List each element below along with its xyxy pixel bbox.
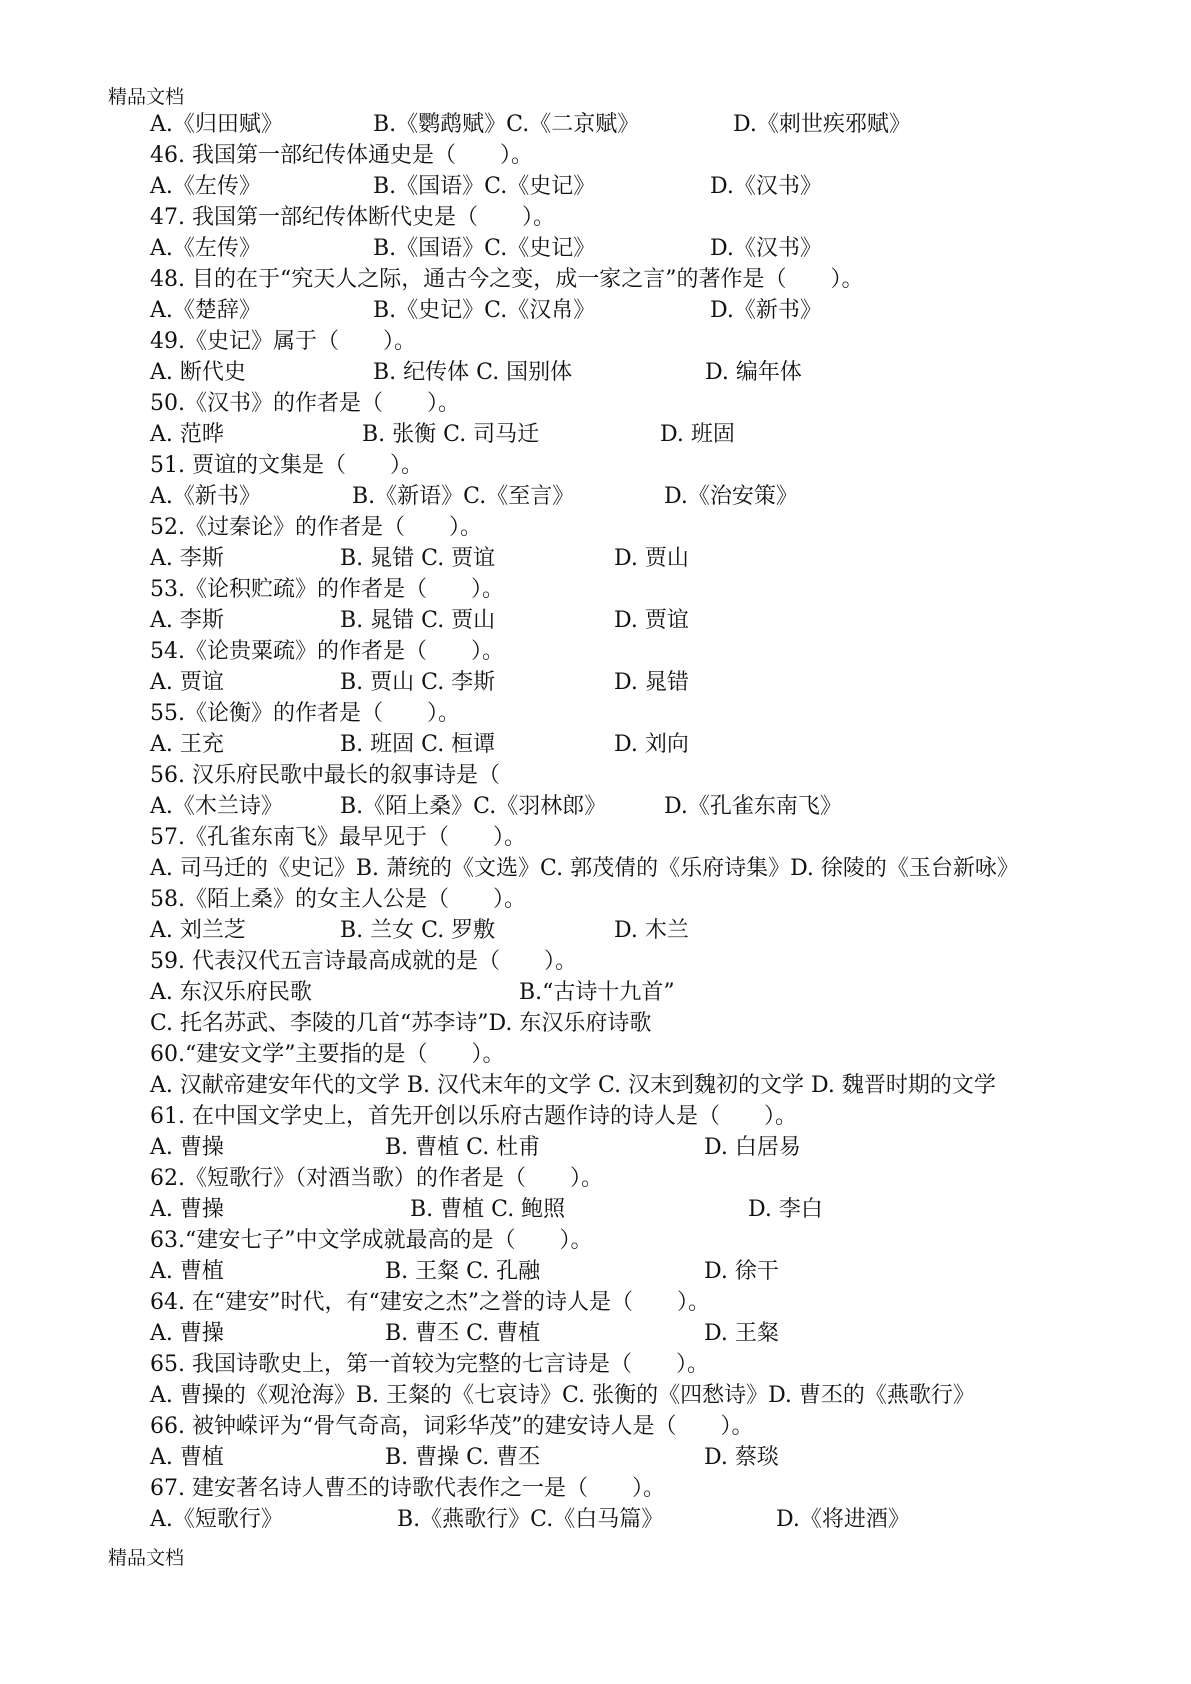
option-b-c: B. 贾山 C. 李斯 [340, 670, 496, 695]
option-b-c: B.《史记》C.《汉帛》 [373, 298, 596, 323]
option-b-c: B.《新语》C.《至言》 [352, 484, 575, 509]
option-c-d: C. 托名苏武、李陵的几首“苏李诗”D. 东汉乐府诗歌 [150, 1011, 652, 1036]
question-stem: 64. 在“建安”时代，有“建安之杰”之誉的诗人是（ ）。 [150, 1290, 710, 1315]
option-d: D.《将进酒》 [776, 1507, 910, 1532]
option-line [0, 729, 1191, 760]
option-d: D. 王粲 [704, 1321, 779, 1346]
option-d: D. 晁错 [614, 670, 689, 695]
question-64 [0, 1287, 1191, 1318]
question-stem: 57.《孔雀东南飞》最早见于（ ）。 [150, 825, 526, 850]
question-66 [0, 1411, 1191, 1442]
option-a: A.《楚辞》 [150, 298, 261, 323]
option-line [0, 543, 1191, 574]
question-57 [0, 822, 1191, 853]
option-line [0, 1442, 1191, 1473]
option-line [0, 605, 1191, 636]
option-line [0, 295, 1191, 326]
option-b-c: B. 班固 C. 桓谭 [340, 732, 496, 757]
option-a: A.《左传》 [150, 236, 261, 261]
option-a: A.《短歌行》 [150, 1507, 283, 1532]
question-stem: 48. 目的在于“究天人之际，通古今之变，成一家之言”的著作是（ ）。 [150, 267, 864, 292]
question-stem: 63.“建安七子”中文学成就最高的是（ ）。 [150, 1228, 593, 1253]
option-line [0, 1256, 1191, 1287]
option-b-c: B. 张衡 C. 司马迁 [362, 422, 540, 447]
option-line [0, 1070, 1191, 1101]
option-line [0, 1132, 1191, 1163]
option-line [0, 357, 1191, 388]
option-b-c: B. 曹丕 C. 曹植 [385, 1321, 541, 1346]
option-line [0, 1008, 1191, 1039]
option-a: A. 断代史 [150, 360, 246, 385]
question-65 [0, 1349, 1191, 1380]
option-b-c: B.《陌上桑》C.《羽林郎》 [340, 794, 607, 819]
option-b-c: B. 兰女 C. 罗敷 [340, 918, 496, 943]
option-line [0, 233, 1191, 264]
option-d: D. 刘向 [614, 732, 689, 757]
option-d: D.《治安策》 [664, 484, 798, 509]
option-line [0, 853, 1191, 884]
question-46 [0, 140, 1191, 171]
option-d: D. 徐干 [704, 1259, 779, 1284]
option-d: D. 编年体 [705, 360, 802, 385]
question-stem: 59. 代表汉代五言诗最高成就的是（ ）。 [150, 949, 577, 974]
option-line [0, 1194, 1191, 1225]
option-a: A. 刘兰芝 [150, 918, 246, 943]
option-a: A.《木兰诗》 [150, 794, 283, 819]
option-d: D. 白居易 [704, 1135, 801, 1160]
option-line [0, 1318, 1191, 1349]
option-b-c: B. 纪传体 C. 国别体 [373, 360, 573, 385]
question-62 [0, 1163, 1191, 1194]
question-stem: 60.“建安文学”主要指的是（ ）。 [150, 1042, 505, 1067]
question-48 [0, 264, 1191, 295]
option-line [0, 1380, 1191, 1411]
question-stem: 50.《汉书》的作者是（ ）。 [150, 391, 460, 416]
option-b-c: B.《燕歌行》C.《白马篇》 [397, 1507, 664, 1532]
question-54 [0, 636, 1191, 667]
question-63 [0, 1225, 1191, 1256]
question-stem: 66. 被钟嵘评为“骨气奇高，词彩华茂”的建安诗人是（ ）。 [150, 1414, 754, 1439]
option-d: D.《孔雀东南飞》 [664, 794, 842, 819]
option-line [0, 171, 1191, 202]
option-a: A. 曹操 [150, 1197, 224, 1222]
question-50 [0, 388, 1191, 419]
option-a: A.《归田赋》 [150, 112, 283, 137]
question-56 [0, 760, 1191, 791]
option-b-c: B.《国语》C.《史记》 [373, 174, 596, 199]
option-line [0, 109, 1191, 140]
option-a: A. 范晔 [150, 422, 224, 447]
question-stem: 67. 建安著名诗人曹丕的诗歌代表作之一是（ ）。 [150, 1476, 665, 1501]
question-67 [0, 1473, 1191, 1504]
option-a: A. 贾谊 [150, 670, 224, 695]
option-a: A.《左传》 [150, 174, 261, 199]
option-a-to-d: A. 曹操的《观沧海》B. 王粲的《七哀诗》C. 张衡的《四愁诗》D. 曹丕的《燕歌行》 [150, 1383, 975, 1408]
option-b-c: B. 曹植 C. 杜甫 [385, 1135, 541, 1160]
question-stem: 58.《陌上桑》的女主人公是（ ）。 [150, 887, 526, 912]
option-d: D.《新书》 [710, 298, 822, 323]
option-d: D. 班固 [660, 422, 735, 447]
question-55 [0, 698, 1191, 729]
option-d: D. 蔡琰 [704, 1445, 779, 1470]
option-a: A. 李斯 [150, 546, 224, 571]
page-footer: 精品文档 [108, 1547, 185, 1569]
option-a: A. 东汉乐府民歌 [150, 980, 312, 1005]
option-a: A. 曹操 [150, 1321, 224, 1346]
option-line [0, 667, 1191, 698]
question-stem: 61. 在中国文学史上，首先开创以乐府古题作诗的诗人是（ ）。 [150, 1104, 797, 1129]
option-a: A. 王充 [150, 732, 224, 757]
page-header: 精品文档 [108, 86, 185, 108]
question-59 [0, 946, 1191, 977]
question-stem: 46. 我国第一部纪传体通史是（ ）。 [150, 143, 533, 168]
question-stem: 56. 汉乐府民歌中最长的叙事诗是（ [150, 763, 500, 788]
option-a: A. 曹操 [150, 1135, 224, 1160]
option-b: B.“古诗十九首” [519, 980, 675, 1005]
option-b-c: B. 曹植 C. 鲍照 [410, 1197, 566, 1222]
question-stem: 51. 贾谊的文集是（ ）。 [150, 453, 423, 478]
question-stem: 53.《论积贮疏》的作者是（ ）。 [150, 577, 504, 602]
question-58 [0, 884, 1191, 915]
option-line [0, 1504, 1191, 1535]
option-line [0, 977, 1191, 1008]
option-b-c: B. 曹操 C. 曹丕 [385, 1445, 541, 1470]
option-b-c: B.《鹦鹉赋》C.《二京赋》 [373, 112, 640, 137]
question-stem: 47. 我国第一部纪传体断代史是（ ）。 [150, 205, 555, 230]
question-51 [0, 450, 1191, 481]
question-stem: 54.《论贵粟疏》的作者是（ ）。 [150, 639, 504, 664]
question-stem: 62.《短歌行》（对酒当歌）的作者是（ ）。 [150, 1166, 603, 1191]
question-stem: 65. 我国诗歌史上，第一首较为完整的七言诗是（ ）。 [150, 1352, 709, 1377]
option-line [0, 791, 1191, 822]
option-b-c: B. 晁错 C. 贾谊 [340, 546, 496, 571]
option-d: D. 木兰 [614, 918, 689, 943]
question-stem: 55.《论衡》的作者是（ ）。 [150, 701, 460, 726]
option-line [0, 915, 1191, 946]
option-a-to-d: A. 汉献帝建安年代的文学 B. 汉代末年的文学 C. 汉末到魏初的文学 D. 魏晋时期的文学 [150, 1073, 996, 1098]
option-a: A. 曹植 [150, 1445, 224, 1470]
question-60 [0, 1039, 1191, 1070]
option-b-c: B.《国语》C.《史记》 [373, 236, 596, 261]
option-d: D.《汉书》 [710, 236, 822, 261]
question-49 [0, 326, 1191, 357]
option-d: D.《汉书》 [710, 174, 822, 199]
option-a: A. 曹植 [150, 1259, 224, 1284]
question-61 [0, 1101, 1191, 1132]
question-52 [0, 512, 1191, 543]
option-d: D. 贾谊 [614, 608, 689, 633]
option-d: D. 李白 [748, 1197, 823, 1222]
question-stem: 49.《史记》属于（ ）。 [150, 329, 416, 354]
question-47 [0, 202, 1191, 233]
question-stem: 52.《过秦论》的作者是（ ）。 [150, 515, 482, 540]
option-a: A. 李斯 [150, 608, 224, 633]
option-b-c: B. 晁错 C. 贾山 [340, 608, 496, 633]
option-line [0, 481, 1191, 512]
question-53 [0, 574, 1191, 605]
option-line [0, 419, 1191, 450]
option-d: D.《刺世疾邪赋》 [733, 112, 911, 137]
option-a-to-d: A. 司马迁的《史记》B. 萧统的《文选》C. 郭茂倩的《乐府诗集》D. 徐陵的《玉台新咏》 [150, 856, 1019, 881]
option-d: D. 贾山 [614, 546, 689, 571]
option-b-c: B. 王粲 C. 孔融 [385, 1259, 541, 1284]
option-a: A.《新书》 [150, 484, 261, 509]
